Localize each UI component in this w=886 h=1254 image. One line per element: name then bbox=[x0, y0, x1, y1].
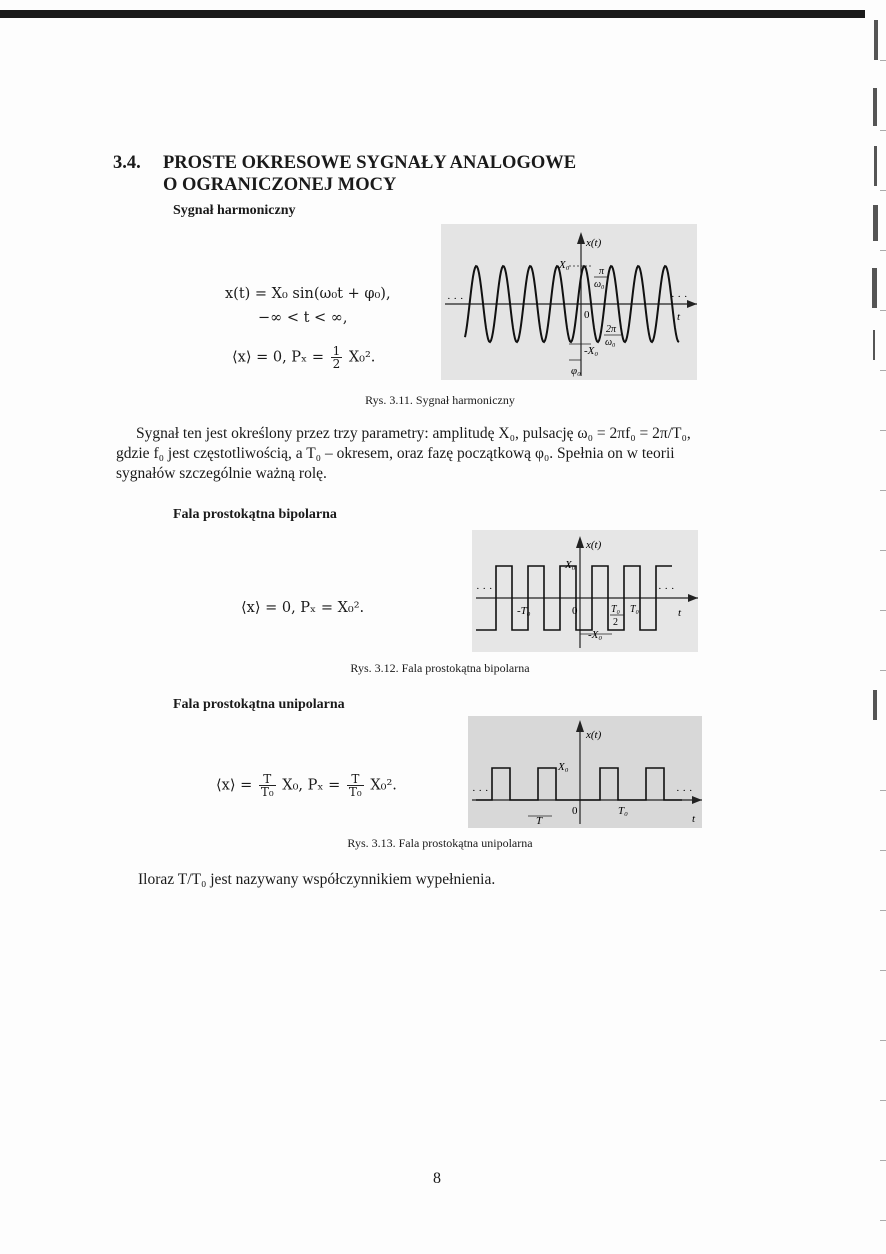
fig-label-t-width: T bbox=[536, 815, 543, 827]
bipolar-eq: ⟨x⟩ = 0, Pₓ = X₀². bbox=[241, 600, 365, 616]
section-title-line2: O OGRANICZONEJ MOCY bbox=[163, 175, 397, 195]
fig-label-w0b: ω₀ bbox=[605, 337, 616, 348]
fig-label-x0: X₀ bbox=[558, 761, 569, 773]
description-paragraph bbox=[116, 424, 760, 484]
scan-top-bar bbox=[0, 10, 865, 18]
fig-label-zero: 0 bbox=[572, 605, 578, 617]
frac-num: T bbox=[259, 773, 276, 786]
scan-right-edge bbox=[856, 0, 886, 1254]
unipolar-eq-mid: X₀, Pₓ = bbox=[282, 777, 341, 794]
page-number: 8 bbox=[433, 1170, 441, 1187]
frac-den: T₀ bbox=[260, 785, 274, 799]
frac-den: T₀ bbox=[348, 785, 362, 799]
fig-label-phi0: φ₀ bbox=[571, 365, 581, 377]
fig-label-zero: 0 bbox=[572, 805, 578, 817]
right-ellipsis: · · · bbox=[671, 291, 688, 303]
fig-label-x-of-t: x(t) bbox=[586, 539, 602, 551]
fig-label-w0: ω₀ bbox=[594, 279, 605, 290]
fig-label-t: t bbox=[692, 813, 696, 825]
harmonic-caption: Rys. 3.11. Sygnał harmoniczny bbox=[365, 393, 515, 407]
fig-label-t: t bbox=[677, 311, 681, 323]
bipolar-caption: Rys. 3.12. Fala prostokątna bipolarna bbox=[350, 661, 530, 675]
bipolar-heading: Fala prostokątna bipolarna bbox=[173, 507, 337, 522]
para-line2: gdzie f₀ jest częstotliwością, a T₀ – okresem, oraz fazę początkową φ₀. Spełnia on w teorii bbox=[116, 445, 675, 462]
harmonic-figure bbox=[441, 224, 697, 380]
section-number: 3.4. bbox=[113, 153, 141, 173]
harmonic-heading: Sygnał harmoniczny bbox=[173, 203, 296, 218]
closing-sentence: Iloraz T/T₀ jest nazywany współczynnikiem wypełnienia. bbox=[138, 871, 496, 888]
harmonic-eq2: −∞ < t < ∞, bbox=[258, 310, 348, 326]
harmonic-eq3-right: X₀². bbox=[348, 349, 376, 366]
fig-label-neg-t0: -T₀ bbox=[517, 605, 531, 617]
unipolar-heading: Fala prostokątna unipolarna bbox=[173, 697, 345, 712]
fig-label-zero: 0 bbox=[584, 309, 590, 321]
unipolar-frac2 bbox=[347, 773, 364, 798]
fig-label-t0: T₀ bbox=[618, 805, 628, 817]
fig-label-x-of-t: x(t) bbox=[586, 237, 602, 249]
fig-label-x-of-t: x(t) bbox=[586, 729, 602, 741]
unipolar-eq bbox=[216, 773, 397, 798]
frac-den: 2 bbox=[332, 357, 341, 371]
harmonic-eq3-fraction bbox=[331, 345, 343, 370]
fig-label-t0-half-num: T₀ bbox=[611, 604, 621, 615]
fig-label-2pi: 2π bbox=[606, 324, 617, 335]
fig-label-x0: X₀ bbox=[559, 259, 570, 271]
frac-num: T bbox=[347, 773, 364, 786]
unipolar-frac1 bbox=[259, 773, 276, 798]
unipolar-eq-right: X₀². bbox=[370, 777, 397, 794]
left-ellipsis: · · · bbox=[472, 785, 489, 797]
fig-label-neg-x0: -X₀ bbox=[584, 345, 599, 357]
fig-label-x0: X₀ bbox=[565, 559, 576, 571]
fig-label-t0: T₀ bbox=[630, 604, 640, 615]
fig-label-pi: π bbox=[599, 266, 605, 277]
unipolar-caption: Rys. 3.13. Fala prostokątna unipolarna bbox=[347, 836, 533, 850]
section-title-line1: PROSTE OKRESOWE SYGNAŁY ANALOGOWE bbox=[163, 153, 577, 173]
para-line1: Sygnał ten jest określony przez trzy parametry: amplitudę X₀, pulsację ω₀ = 2πf₀ = 2π/T₀, bbox=[136, 425, 691, 442]
harmonic-eq3 bbox=[232, 345, 375, 370]
bipolar-figure bbox=[472, 530, 698, 652]
frac-num: 1 bbox=[332, 344, 341, 358]
left-ellipsis: · · · bbox=[476, 583, 493, 595]
fig-label-t0-half-den: 2 bbox=[613, 617, 618, 628]
harmonic-eq3-left: ⟨x⟩ = 0, Pₓ = bbox=[232, 349, 324, 366]
unipolar-figure bbox=[468, 716, 702, 828]
para-line3: sygnałów szczególnie ważną rolę. bbox=[116, 465, 327, 482]
right-ellipsis: · · · bbox=[658, 583, 675, 595]
section-heading bbox=[113, 152, 576, 196]
fig-label-neg-x0: -X₀ bbox=[588, 629, 603, 641]
right-ellipsis: · · · bbox=[676, 785, 693, 797]
fig-label-t: t bbox=[678, 607, 682, 619]
harmonic-eq1: x(t) = X₀ sin(ω₀t + φ₀), bbox=[225, 286, 391, 302]
unipolar-eq-left: ⟨x⟩ = bbox=[216, 777, 253, 794]
left-ellipsis: · · · bbox=[447, 293, 464, 305]
